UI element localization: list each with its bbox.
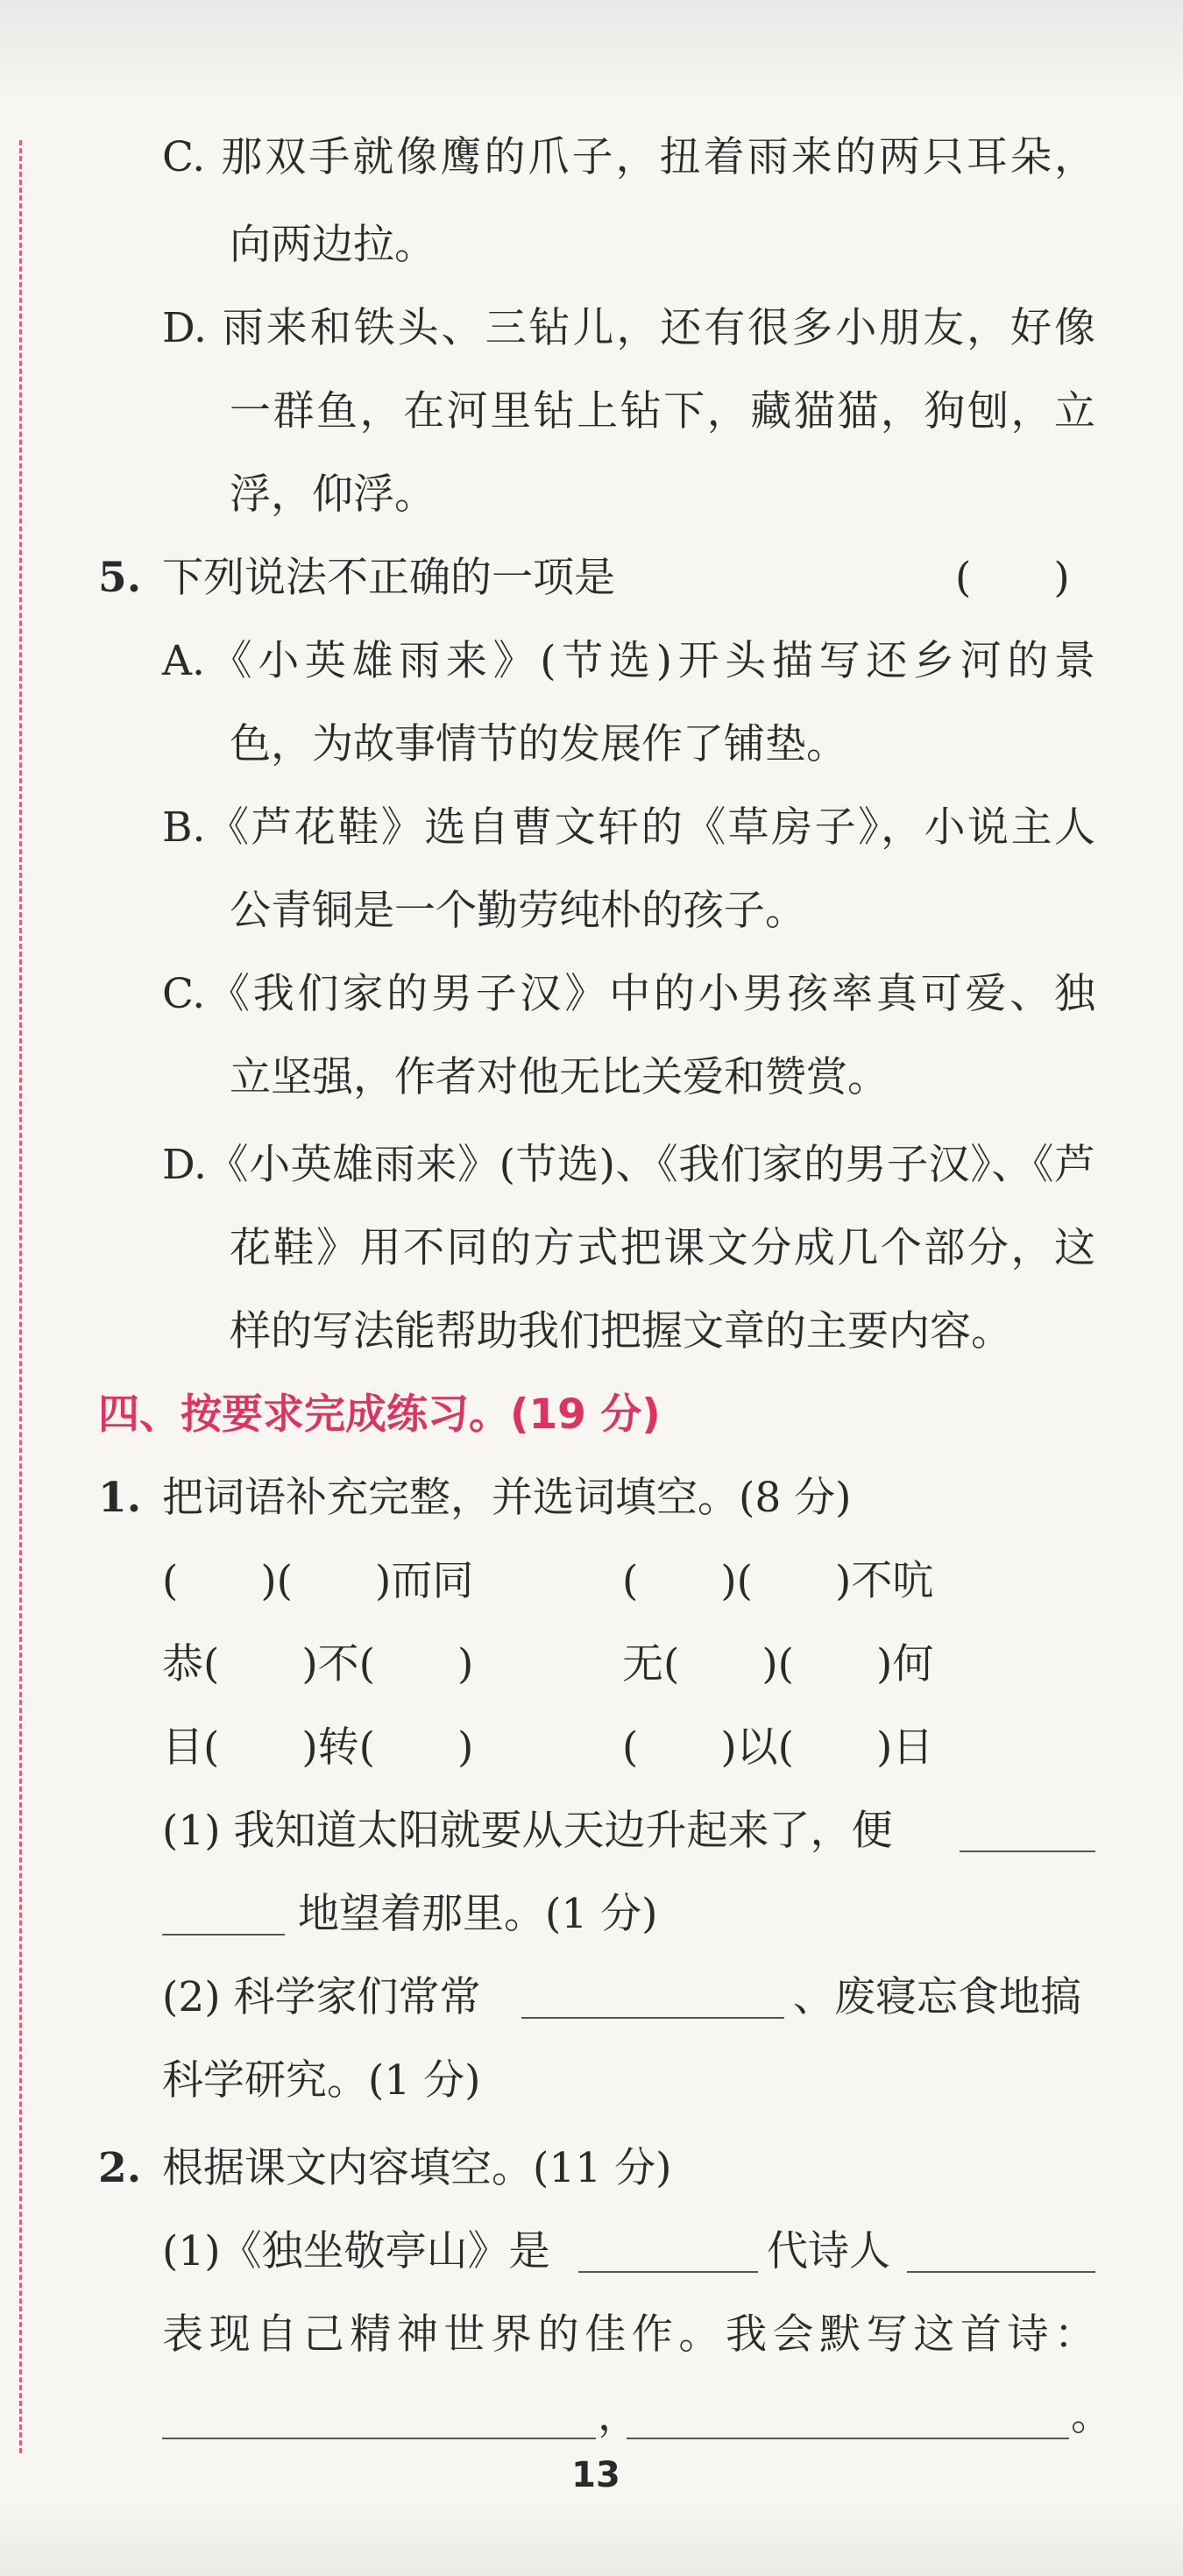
idiom-blank-2[interactable]: ( )( )不吭 [622,1557,934,1605]
q5-option-b-line1: B.《芦花鞋》选自曹文轩的《草房子》，小说主人 [162,803,1095,852]
q4-option-c-line1: C. 那双手就像鹰的爪子，扭着雨来的两只耳朵， [162,133,1095,181]
q4-option-c-line2: 向两边拉。 [230,221,436,269]
page-top-shadow [0,0,1183,105]
q5-number: 5. [98,554,142,602]
q5-option-d-line2: 花鞋》用不同的方式把课文分成几个部分，这 [230,1224,1095,1272]
q5-option-d-line1: D.《小英雄雨来》(节选)、《我们家的男子汉》、《芦 [162,1141,1095,1189]
section-4-title: 四、按要求完成练习。(19 分) [98,1391,661,1439]
q5-stem: 下列说法不正确的一项是 [162,554,615,602]
q5-answer-blank[interactable]: ( ) [955,554,1070,602]
q5-option-c-line1: C.《我们家的男子汉》中的小男孩率真可爱、独 [162,970,1095,1018]
poem-line-blank-2[interactable] [627,2438,1069,2439]
s4-q1-sub1-blank-b[interactable] [162,1934,285,1936]
idiom-blank-4[interactable]: 无( )( )何 [622,1640,934,1688]
s4-q1-sub1-blank-a[interactable] [960,1851,1095,1852]
s4-q2-sub1-text-mid: 代诗人 [767,2227,890,2275]
poem-period: 。 [1071,2392,1112,2440]
s4-q2-sub1-text-cont: 表现自己精神世界的佳作。我会默写这首诗： [162,2311,1095,2359]
s4-q1-sub2-text-cont: 科学研究。(1 分) [162,2056,481,2105]
poem-line-blank-1[interactable] [162,2438,596,2439]
poem-comma: ， [598,2392,639,2440]
idiom-blank-5[interactable]: 目( )转( ) [162,1723,474,1772]
q4-option-d-line3: 浮，仰浮。 [230,471,436,519]
s4-q2-sub1-poet-blank[interactable] [907,2271,1095,2273]
idiom-blank-1[interactable]: ( )( )而同 [162,1557,474,1605]
s4-q2-sub1-text: (1)《独坐敬亭山》是 [162,2227,550,2275]
s4-q1-number: 1. [98,1474,142,1522]
page-bottom-shadow [0,2497,1183,2576]
q5-option-a-line2: 色，为故事情节的发展作了铺垫。 [230,720,847,768]
idiom-blank-6[interactable]: ( )以( )日 [622,1723,934,1772]
s4-q1-sub2-blank[interactable] [521,2017,784,2019]
s4-q2-sub1-dynasty-blank[interactable] [578,2271,758,2273]
q5-option-b-line2: 公青铜是一个勤劳纯朴的孩子。 [230,887,806,935]
s4-q1-sub2-text: (2) 科学家们常常 [162,1973,481,2021]
s4-q2-stem: 根据课文内容填空。(11 分) [162,2144,672,2192]
q5-option-c-line2: 立坚强，作者对他无比关爱和赞赏。 [230,1053,889,1101]
s4-q1-stem: 把词语补充完整，并选词填空。(8 分) [162,1474,852,1522]
q4-option-d-line1: D. 雨来和铁头、三钻儿，还有很多小朋友，好像 [162,304,1095,352]
page-number: 13 [571,2455,620,2495]
s4-q2-number: 2. [98,2144,142,2192]
q5-option-d-line3: 样的写法能帮助我们把握文章的主要内容。 [230,1307,1012,1355]
binding-margin-line [19,140,22,2453]
s4-q1-sub1-text-cont: 地望着那里。(1 分) [298,1890,658,1938]
q5-option-a-line1: A.《小英雄雨来》(节选)开头描写还乡河的景 [162,637,1095,685]
idiom-blank-3[interactable]: 恭( )不( ) [162,1640,474,1688]
s4-q1-sub1-text: (1) 我知道太阳就要从天边升起来了，便 [162,1807,893,1855]
s4-q1-sub2-text-mid: 、废寝忘食地搞 [793,1973,1081,2021]
q4-option-d-line2: 一群鱼，在河里钻上钻下，藏猫猫，狗刨，立 [230,387,1095,435]
